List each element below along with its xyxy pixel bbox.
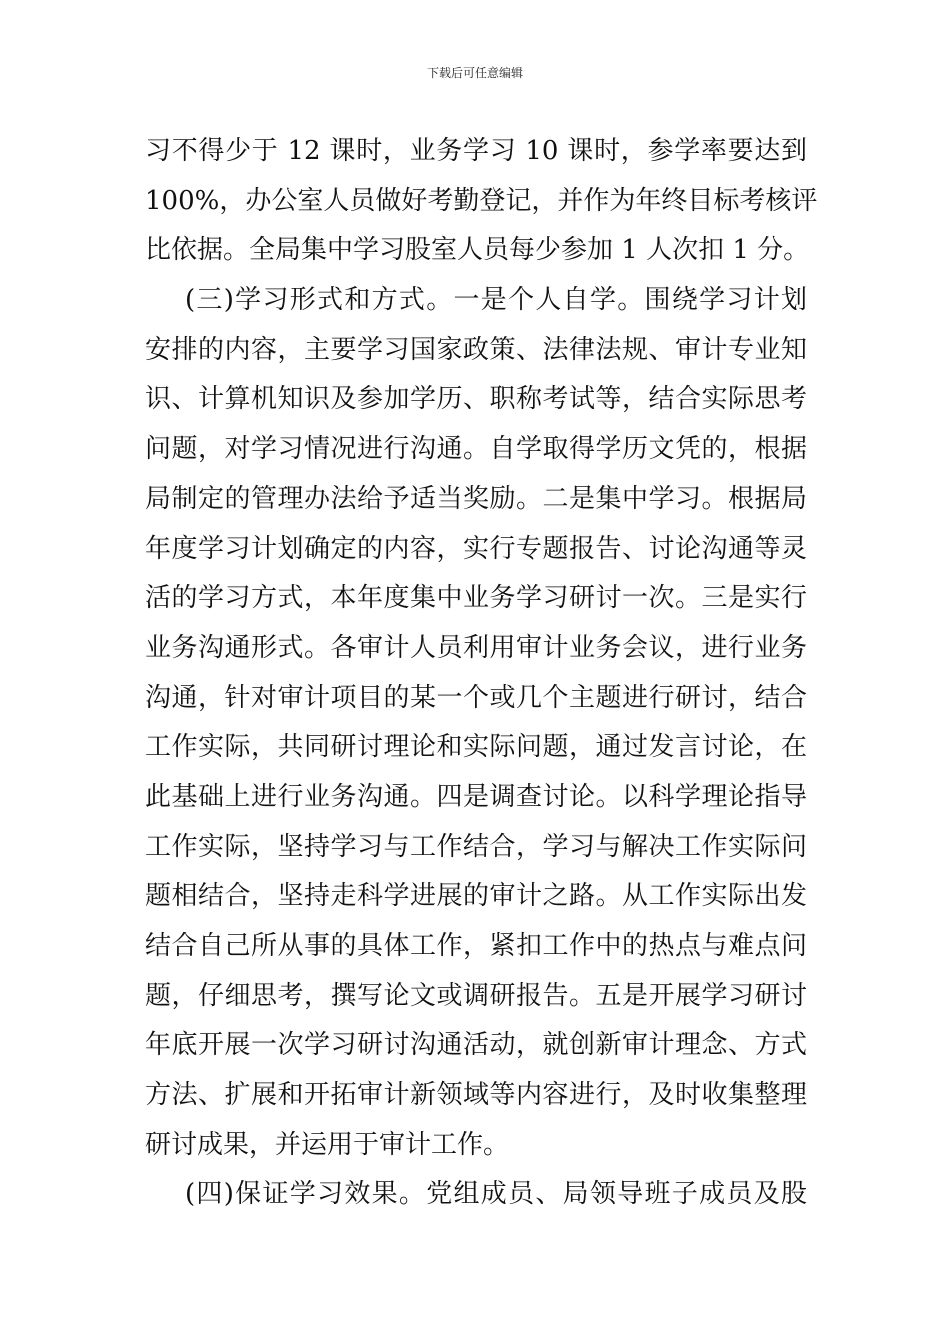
text-line: 识、计算机知识及参加学历、职称考试等，结合实际思考 <box>145 384 807 415</box>
text-line: 研讨成果，并运用于审计工作。 <box>145 1129 510 1160</box>
text-line: 工作实际，共同研讨理论和实际问题，通过发言讨论，在 <box>145 732 807 763</box>
text-line: 活的学习方式，本年度集中业务学习研讨一次。三是实行 <box>145 583 807 614</box>
text-line: 安排的内容，主要学习国家政策、法律法规、审计专业知 <box>145 334 807 365</box>
text-line: 题，仔细思考，撰写论文或调研报告。五是开展学习研讨 <box>145 980 807 1011</box>
text-line: 沟通，针对审计项目的某一个或几个主题进行研讨，结合 <box>145 682 807 713</box>
document-body <box>145 127 818 1220</box>
text-line: 年度学习计划确定的内容，实行专题报告、讨论沟通等灵 <box>145 533 807 564</box>
text-line: 题相结合，坚持走科学进展的审计之路。从工作实际出发 <box>145 881 807 912</box>
page-header: 下载后可任意编辑 <box>426 66 523 80</box>
text-line: 结合自己所从事的具体工作，紧扣工作中的热点与难点问 <box>145 931 807 961</box>
text-line: 年底开展一次学习研讨沟通活动，就创新审计理念、方式 <box>145 1030 807 1061</box>
text-line: 方法、扩展和开拓审计新领域等内容进行，及时收集整理 <box>145 1080 807 1111</box>
text-line: 局制定的管理办法给予适当奖励。二是集中学习。根据局 <box>145 483 807 514</box>
text-line: 此基础上进行业务沟通。四是调查讨论。以科学理论指导 <box>145 781 807 812</box>
text-line: (三)学习形式和方式。一是个人自学。围绕学习计划 <box>185 285 807 316</box>
text-line: (四)保证学习效果。党组成员、局领导班子成员及股 <box>185 1179 807 1210</box>
text-line: 业务沟通形式。各审计人员利用审计业务会议，进行业务 <box>145 632 807 663</box>
text-line: 工作实际，坚持学习与工作结合，学习与解决工作实际问 <box>145 831 807 862</box>
text-line: 比依据。全局集中学习股室人员每少参加 1 人次扣 1 分。 <box>145 235 810 266</box>
text-line: 100%，办公室人员做好考勤登记，并作为年终目标考核评 <box>145 185 818 216</box>
text-line: 习不得少于 12 课时，业务学习 10 课时，参学率要达到 <box>145 136 807 166</box>
text-line: 问题，对学习情况进行沟通。自学取得学历文凭的，根据 <box>145 434 807 465</box>
